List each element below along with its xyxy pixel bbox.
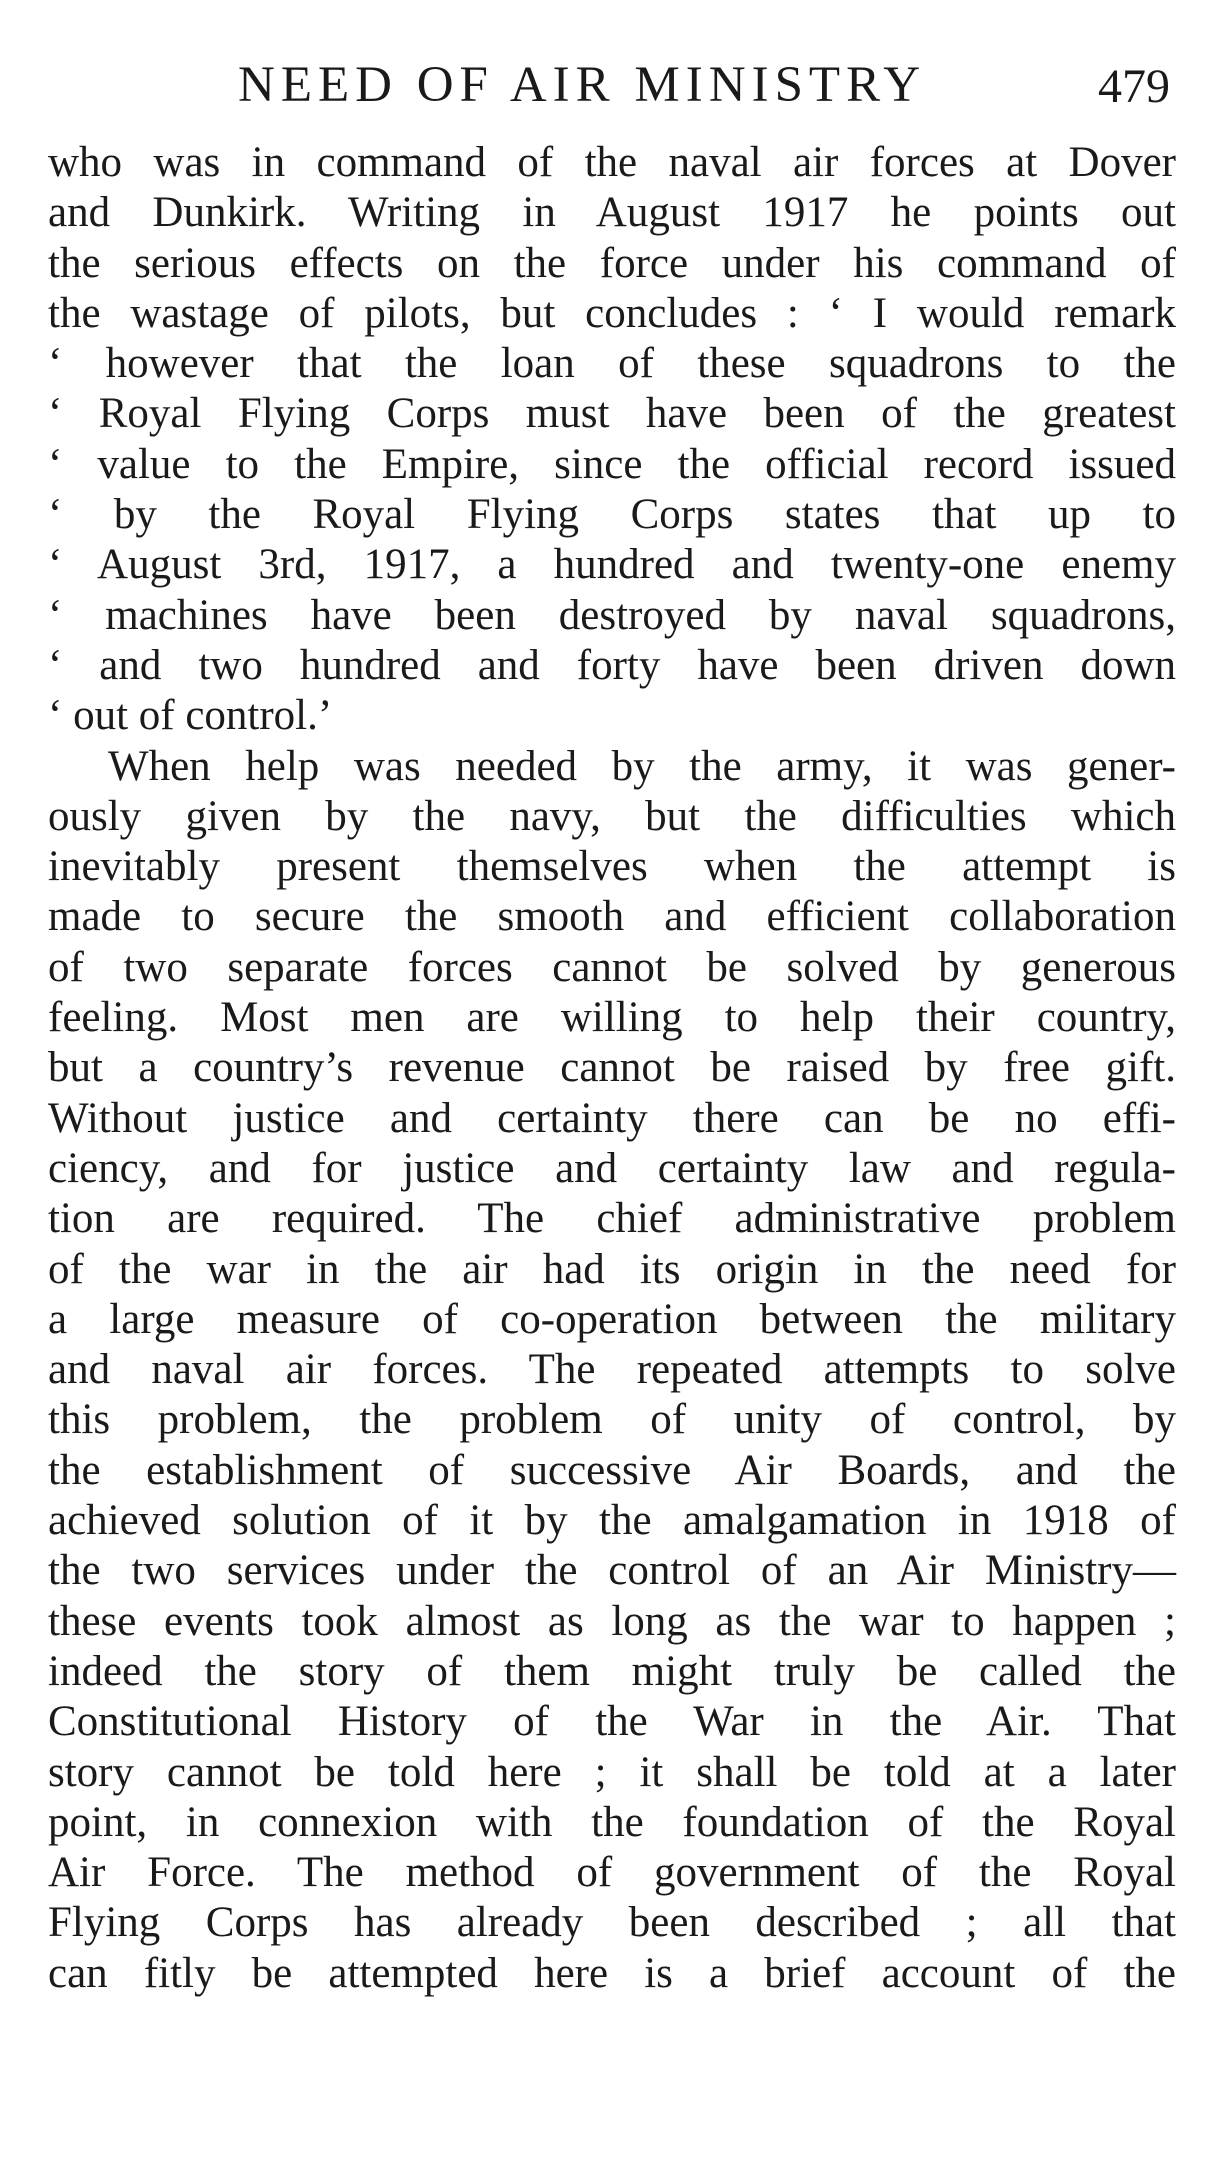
text-line: tion are required. The chief administrative problem bbox=[48, 1195, 1176, 1243]
text-line: ‘ and two hundred and forty have been driven down bbox=[48, 641, 1176, 689]
text-line: who was in command of the naval air forces at Dover bbox=[48, 139, 1176, 186]
text-line: the two services under the control of an Air Ministry— bbox=[48, 1547, 1176, 1595]
text-line: this problem, the problem of unity of control, by bbox=[48, 1396, 1176, 1444]
text-line: the establishment of successive Air Boards, and the bbox=[48, 1446, 1176, 1494]
text-line: point, in connexion with the foundation of the Royal bbox=[48, 1798, 1176, 1846]
text-line: ‘ by the Royal Flying Corps states that up to bbox=[48, 491, 1176, 539]
text-line: ‘ machines have been destroyed by naval squadrons, bbox=[48, 591, 1176, 639]
text-line: ‘ however that the loan of these squadrons to the bbox=[48, 340, 1176, 388]
text-line: Air Force. The method of government of the Royal bbox=[48, 1849, 1176, 1897]
text-line: When help was needed by the army, it was gener- bbox=[108, 742, 1176, 790]
page-number: 479 bbox=[1098, 60, 1170, 113]
text-line: ‘ out of control.’ bbox=[48, 692, 333, 740]
text-line: but a country’s revenue cannot be raised by free gift. bbox=[48, 1044, 1176, 1092]
text-line: ‘ August 3rd, 1917, a hundred and twenty-one enemy bbox=[48, 541, 1176, 589]
text-line: inevitably present themselves when the attempt is bbox=[48, 843, 1176, 891]
text-line: of the war in the air had its origin in the need for bbox=[48, 1245, 1176, 1293]
text-line: Constitutional History of the War in the Air. That bbox=[48, 1698, 1176, 1746]
text-line: ‘ Royal Flying Corps must have been of the greatest bbox=[48, 390, 1176, 438]
text-line: a large measure of co-operation between the military bbox=[48, 1295, 1176, 1343]
running-title: NEED OF AIR MINISTRY bbox=[238, 57, 927, 113]
paragraph-2 bbox=[48, 742, 1176, 1999]
text-line: the wastage of pilots, but concludes : ‘ I would remark bbox=[48, 289, 1176, 337]
text-line: Flying Corps has already been described ; all that bbox=[48, 1899, 1176, 1947]
paragraph-1 bbox=[48, 138, 1176, 742]
text-line: and naval air forces. The repeated attempts to solve bbox=[48, 1346, 1176, 1394]
text-line: and Dunkirk. Writing in August 1917 he points out bbox=[48, 189, 1176, 237]
body-text bbox=[48, 138, 1176, 1999]
text-line: Without justice and certainty there can be no effi- bbox=[48, 1094, 1176, 1142]
text-line: ously given by the navy, but the difficulties which bbox=[48, 792, 1176, 840]
text-line: achieved solution of it by the amalgamation in 1918 of bbox=[48, 1497, 1176, 1545]
text-line: the serious effects on the force under his command of bbox=[48, 239, 1176, 287]
text-line: feeling. Most men are willing to help their country, bbox=[48, 994, 1176, 1042]
text-line: story cannot be told here ; it shall be told at a later bbox=[48, 1748, 1176, 1796]
text-line: ciency, and for justice and certainty law and regula- bbox=[48, 1144, 1176, 1192]
running-head bbox=[48, 50, 1176, 120]
text-line: these events took almost as long as the war to happen ; bbox=[48, 1597, 1176, 1645]
text-line: indeed the story of them might truly be called the bbox=[48, 1647, 1176, 1695]
text-line: made to secure the smooth and efficient collaboration bbox=[48, 893, 1176, 941]
text-line: can fitly be attempted here is a brief account of the bbox=[48, 1949, 1176, 1997]
text-line: ‘ value to the Empire, since the official record issued bbox=[48, 440, 1176, 488]
text-line: of two separate forces cannot be solved by generous bbox=[48, 943, 1176, 991]
